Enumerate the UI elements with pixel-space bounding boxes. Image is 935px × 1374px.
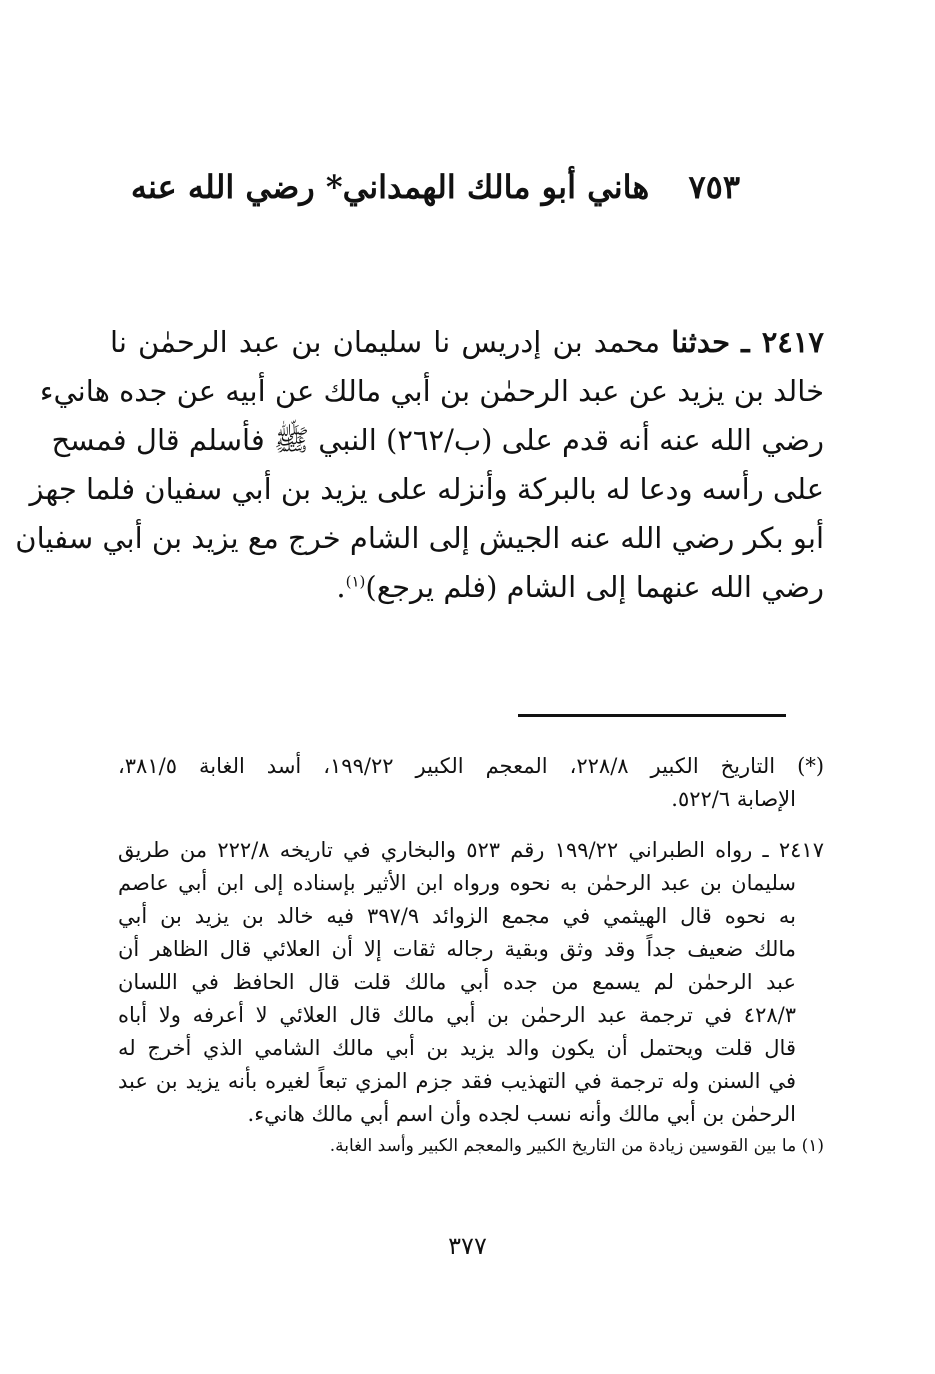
hadith-line-2: خالد بن يزيد عن عبد الرحمٰن بن أبي مالك عن أبيه عن جده هانيء: [39, 374, 824, 408]
hadith-note-line: قال قلت ويحتمل أن يكون والد يزيد بن أبي مالك الشامي الذي أخرج له: [118, 1036, 796, 1060]
chapter-title: هاني أبو مالك الهمداني* رضي الله عنه: [130, 168, 650, 206]
star-note-line: (*) التاريخ الكبير ٢٢٨/٨، المعجم الكبير ١٩٩/٢٢، أسد الغابة ٣٨١/٥،: [118, 754, 825, 778]
hadith-lead-word: حدثنا: [671, 325, 731, 359]
footnote-reference: (١): [345, 572, 366, 591]
hadith-note-line: عبد الرحمٰن لم يسمع من جده أبي مالك قلت قال الحافظ في اللسان: [118, 970, 796, 994]
hadith-note-line: ٢٤١٧ ـ رواه الطبراني ١٩٩/٢٢ رقم ٥٢٣ والبخاري في تاريخه ٢٢٢/٨ من طريق: [118, 838, 824, 862]
hadith-line-5: أبو بكر رضي الله عنه الجيش إلى الشام خرج مع يزيد بن أبي سفيان: [15, 521, 824, 555]
footnote-1: (١) ما بين القوسين زيادة من التاريخ الكبير والمعجم الكبير وأسد الغابة.: [329, 1136, 824, 1156]
star-note-line: الإصابة ٥٢٢/٦.: [671, 787, 796, 811]
hadith-note-line: به نحوه قال الهيثمي في مجمع الزوائد ٣٩٧/٩ فيه خالد بن يزيد بن أبي: [118, 904, 796, 928]
chapter-number: ٧٥٣: [688, 168, 740, 206]
hadith-line-6-end: .: [336, 570, 346, 604]
hadith-note-line: مالك ضعيف جداً وقد وثق وبقية رجاله ثقات إلا أن العلائي قال الظاهر أن: [118, 937, 796, 961]
footnotes: [118, 750, 824, 1161]
notes-spacer: [118, 816, 824, 834]
hadith-number: ٢٤١٧ ـ: [741, 325, 825, 359]
hadith-line-1-text: محمد بن إدريس نا سليمان بن عبد الرحمٰن نا: [110, 325, 661, 359]
hadith-note-line: الرحمٰن بن أبي مالك وأنه نسب لجده وأن اسم أبي مالك هانيء.: [247, 1102, 796, 1126]
hadith-line-4: على رأسه ودعا له بالبركة وأنزله على يزيد بن أبي سفيان فلما جهز: [29, 472, 824, 506]
hadith-note-line: ٤٢٨/٣ في ترجمة عبد الرحمٰن بن أبي مالك قال العلائي لا أعرفه ولا أباه: [118, 1003, 796, 1027]
hadith-note-line: في السنن وله ترجمة في التهذيب فقد جزم المزي تبعاً لغيره بأنه يزيد بن عبد: [118, 1069, 796, 1093]
hadith-text: [15, 318, 825, 612]
page-number: ٣٧٧: [448, 1232, 487, 1260]
hadith-line-6: [110, 563, 824, 612]
hadith-line-6-text: رضي الله عنهما إلى الشام (فلم يرجع): [365, 570, 824, 604]
footnote-divider: [518, 714, 786, 717]
hadith-line-1: [110, 318, 824, 367]
hadith-line-3: رضي الله عنه أنه قدم على (ب/٢٦٢) النبي ﷺ فأسلم قال فمسح: [51, 423, 824, 457]
chapter-heading: [130, 168, 740, 206]
hadith-note-line: سليمان بن عبد الرحمٰن به نحوه ورواه ابن الأثير بإسناده إلى ابن أبي عاصم: [118, 871, 796, 895]
